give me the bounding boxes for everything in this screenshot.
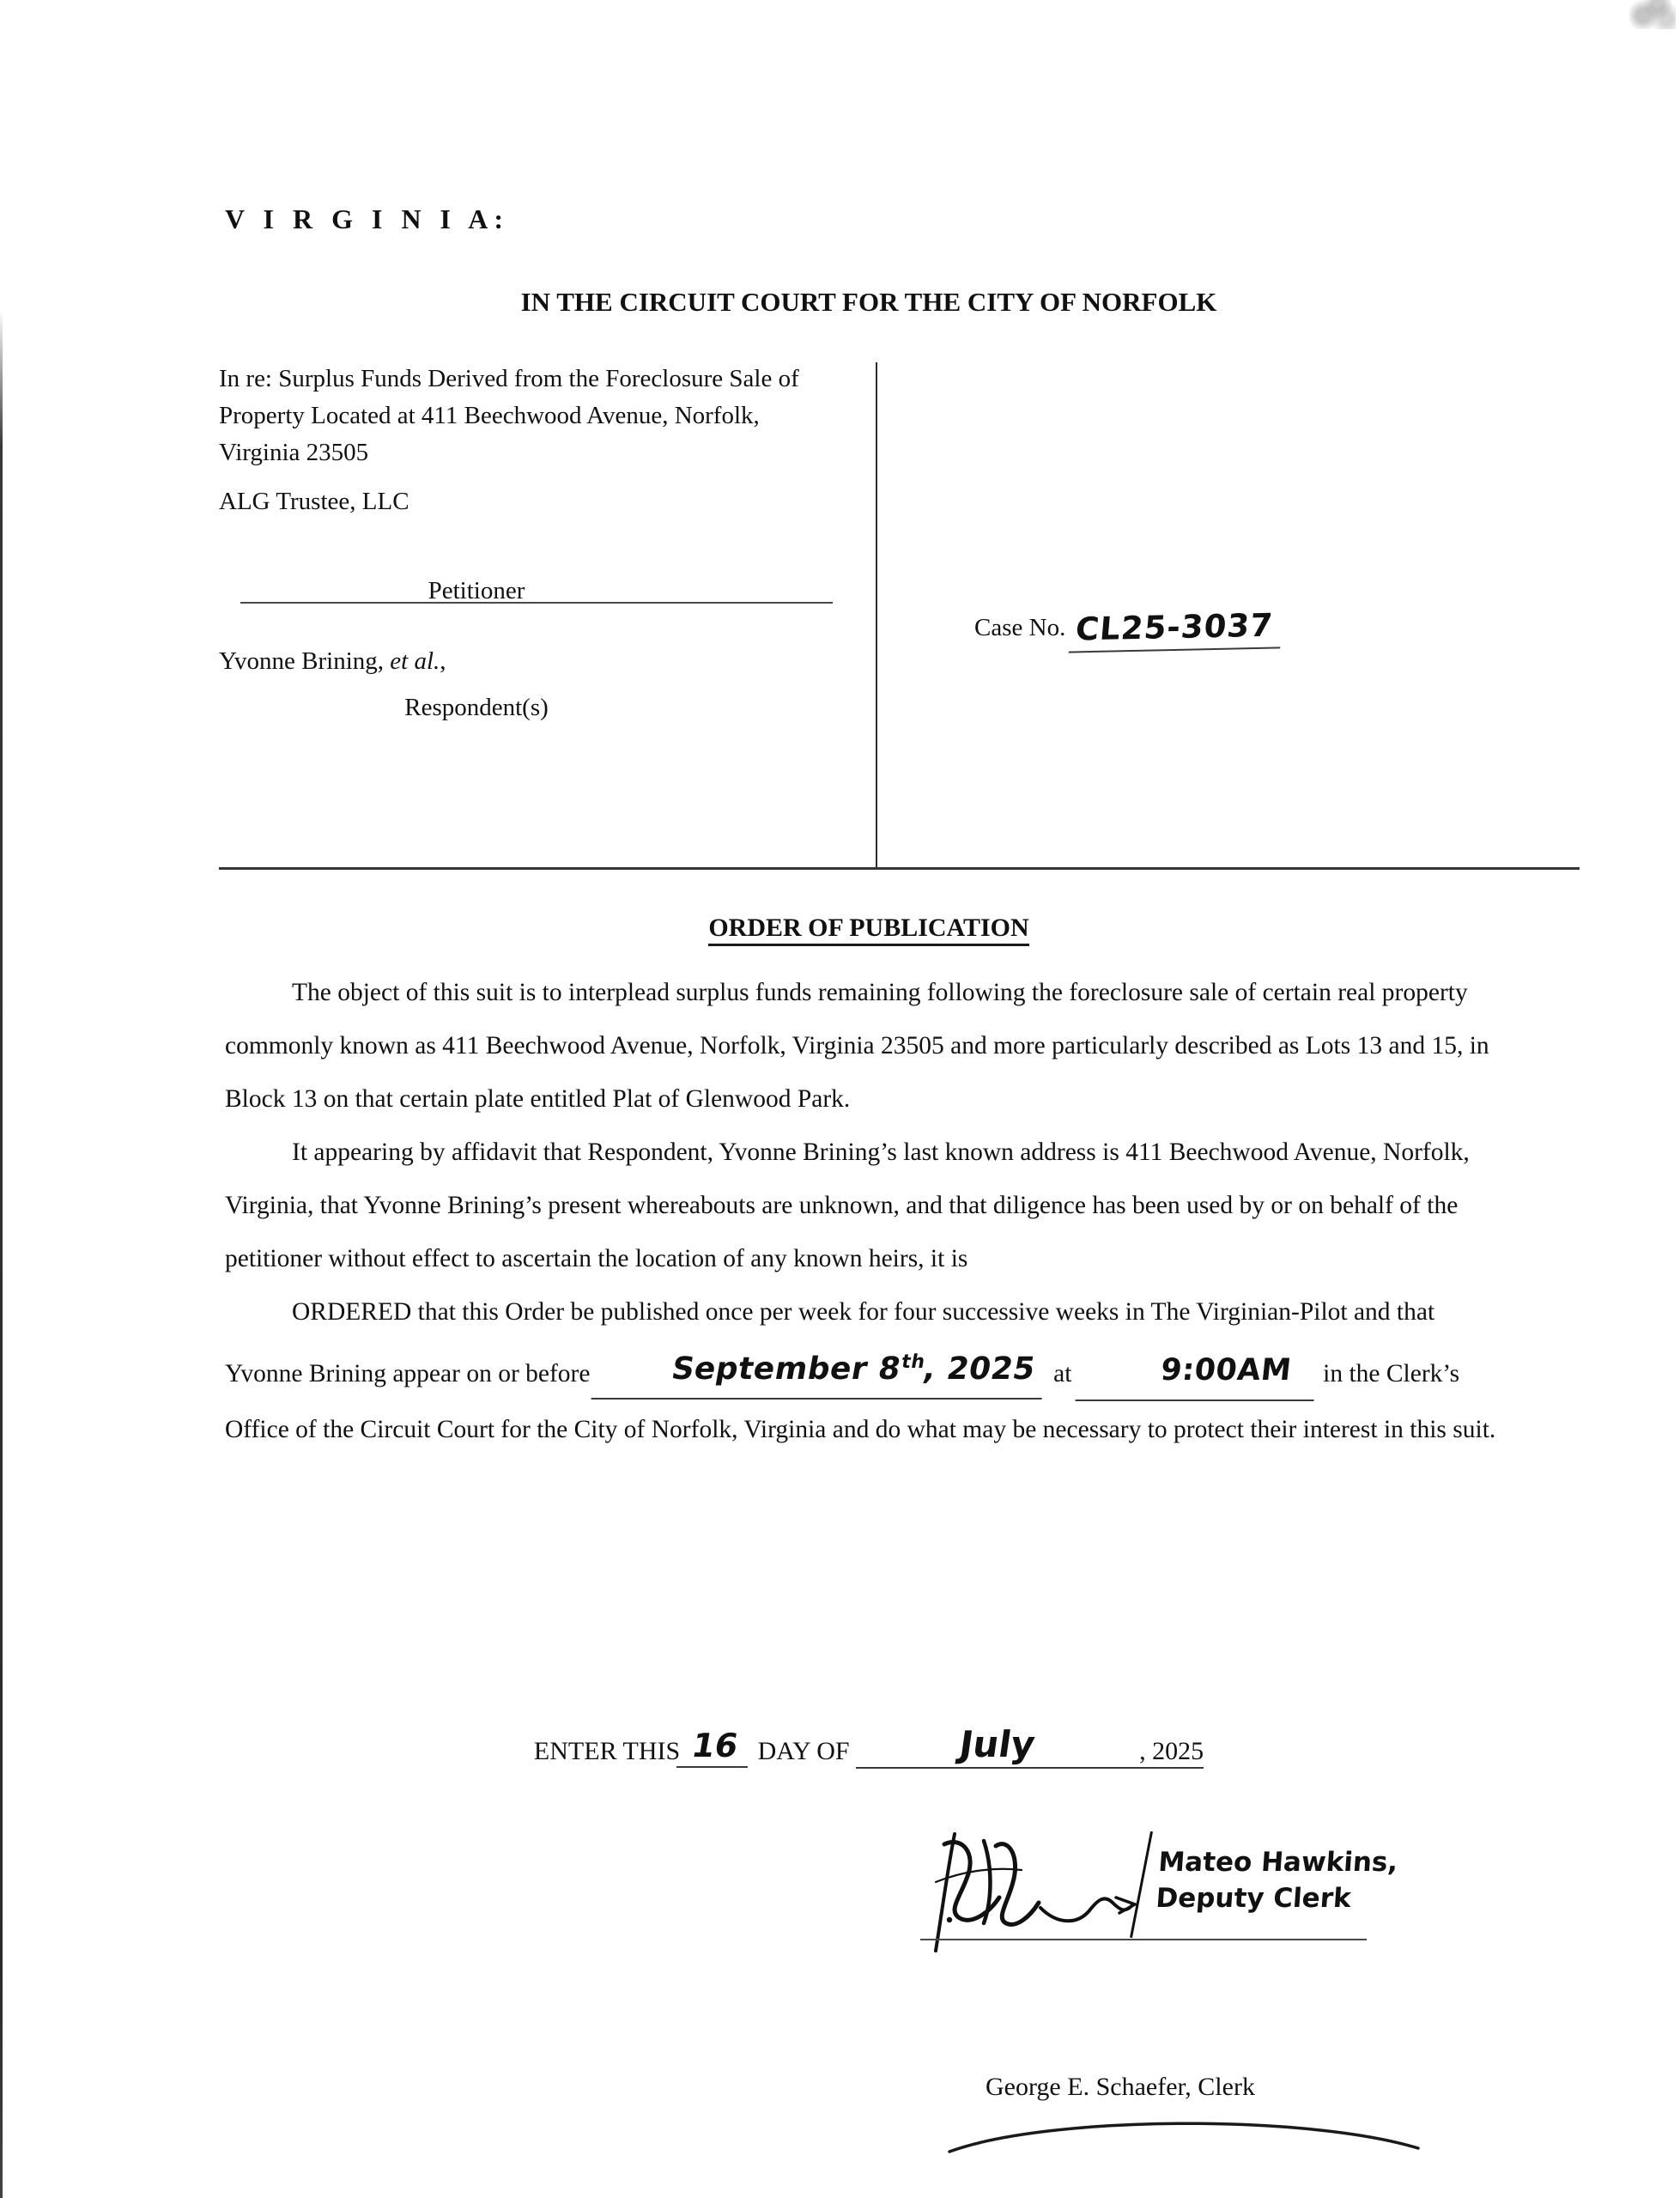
case-number-field — [974, 606, 1282, 648]
order-title-text: ORDER OF PUBLICATION — [708, 914, 1028, 946]
appearance-date-ordinal: th — [900, 1351, 927, 1373]
entry-day-handwritten: 16 — [676, 1727, 755, 1768]
in-re-text: In re: Surplus Funds Derived from the Foreclosure Sale of Property Located at 411 Beechwood Avenue, Norfolk, Virginia 23505 — [219, 365, 799, 466]
order-paragraph-3 — [225, 1285, 1513, 1456]
caption-vertical-divider — [876, 362, 877, 869]
deputy-signature-block — [910, 1829, 1494, 1992]
deputy-clerk-annotation — [1155, 1844, 1399, 1916]
scan-smudge-artifact — [1629, 0, 1676, 29]
order-paragraph-3-part-2: at — [1046, 1360, 1078, 1387]
order-paragraph-1: The object of this suit is to interplead surplus funds remaining following the foreclosure sale of certain real property commonly known as 411 Beechwood Avenue, Norfolk, Virginia 23505 and more particularly described as Lots 13 and 15, in Block 13 on that certain plate entitled Plat of Glenwood Park. — [225, 979, 1489, 1113]
entry-month-field — [856, 1723, 1139, 1769]
respondent-role-label: Respondent(s) — [404, 694, 549, 721]
order-body — [225, 966, 1513, 1456]
caption-bottom-rule — [219, 867, 1580, 870]
respondent-name-post: , — [440, 647, 446, 675]
appearance-date-year: , 2025 — [920, 1351, 1039, 1387]
case-caption-block — [219, 361, 1580, 871]
respondent-name-etal: et al. — [390, 647, 440, 675]
court-heading: IN THE CIRCUIT COURT FOR THE CITY OF NORFOLK — [520, 287, 1217, 317]
case-number-label: Case No. — [974, 614, 1066, 641]
appearance-date-month-day: September 8 — [668, 1351, 904, 1387]
entry-year: , 2025 — [1139, 1737, 1204, 1769]
order-paragraph-2: It appearing by affidavit that Respondent, Yvonne Brining’s last known address is 411 Beechwood Avenue, Norfolk, Virginia, that Yvonne Brining’s present whereabouts are unknown, and that diligence has been used by or on behalf of the petitioner without effect to ascertain the location of any known heirs, it is — [225, 1138, 1470, 1272]
entry-month-handwritten: July — [956, 1723, 1039, 1765]
petitioner-role-label: Petitioner — [428, 577, 525, 604]
deputy-clerk-name: Mateo Hawkins, — [1157, 1847, 1399, 1878]
clerk-flourish-icon — [944, 2110, 1425, 2162]
respondent-name-pre: Yvonne Brining, — [219, 647, 391, 675]
order-paragraph-3-part-3: in the Clerk’s Office of the Circuit Court for the City of Norfolk, Virginia and do what may be necessary to protect their interest in this suit. — [225, 1360, 1496, 1443]
jurisdiction-heading: V I R G I N I A: — [225, 203, 509, 234]
order-paragraph-3-part-1: ORDERED that this Order be published once per week for four successive weeks in The Virginian-Pilot and that Yvonne Brining appear on or before — [225, 1298, 1435, 1387]
scan-edge-artifact — [0, 0, 3, 2198]
clerk-of-court-name: George E. Schaefer, Clerk — [986, 2073, 1255, 2101]
respondent-name — [219, 647, 446, 676]
entry-date-line — [225, 1723, 1513, 1771]
order-title — [225, 914, 1513, 943]
petitioner-name: ALG Trustee, LLC — [219, 488, 409, 515]
signature-line — [920, 1939, 1367, 1940]
case-number-handwritten-value: CL25-3037 — [1069, 606, 1283, 653]
day-of-label: DAY OF — [757, 1737, 850, 1765]
enter-this-label: ENTER THIS — [533, 1737, 681, 1765]
deputy-clerk-title: Deputy Clerk — [1155, 1883, 1352, 1914]
appearance-date-handwritten — [591, 1336, 1052, 1400]
appearance-time-handwritten: 9:00AM — [1075, 1344, 1319, 1401]
